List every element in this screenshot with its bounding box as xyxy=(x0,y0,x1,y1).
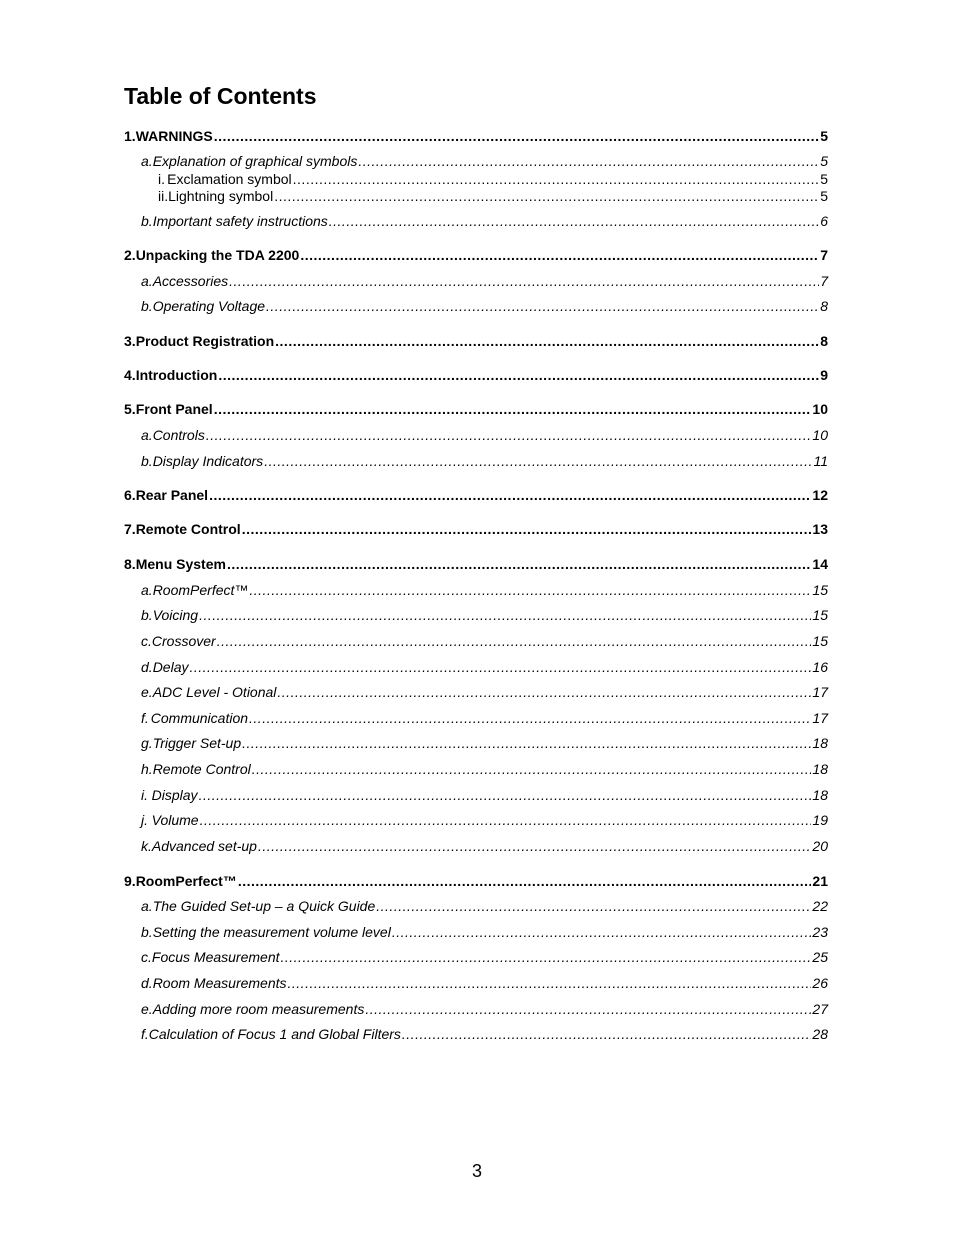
toc-entry-number: ii. xyxy=(158,188,169,204)
toc-entry-page: 20 xyxy=(812,838,828,854)
toc-entry-page: 15 xyxy=(812,582,828,598)
toc-entry-label: Accessories xyxy=(152,273,229,289)
toc-entry[interactable] xyxy=(141,897,828,915)
dot-leader xyxy=(200,811,812,829)
toc-entry-page: 25 xyxy=(812,949,828,965)
toc-entry-page: 18 xyxy=(812,787,828,803)
toc-entry-label: Volume xyxy=(151,812,199,828)
toc-entry-label: Setting the measurement volume level xyxy=(152,924,391,940)
toc-entry-label: Important safety instructions xyxy=(152,213,328,229)
toc-entry-number: b. xyxy=(141,298,153,314)
toc-entry-number: b. xyxy=(141,607,153,623)
toc-entry-number: e. xyxy=(141,684,153,700)
dot-leader xyxy=(209,486,811,504)
toc-entry-label: Exclamation symbol xyxy=(167,171,292,187)
toc-entry-label: ADC Level - Otional xyxy=(152,684,277,700)
dot-leader xyxy=(402,1025,812,1043)
toc-entry-page: 27 xyxy=(812,1001,828,1017)
toc-entry-number: i. xyxy=(141,787,148,803)
toc-entry[interactable] xyxy=(141,1025,828,1043)
toc-entry-page: 8 xyxy=(820,333,828,349)
toc-entry[interactable] xyxy=(124,127,828,145)
toc-entry-label: Trigger Set-up xyxy=(152,735,242,751)
toc-entry[interactable] xyxy=(124,555,828,573)
toc-entry[interactable] xyxy=(141,974,828,992)
toc-entry[interactable] xyxy=(141,683,828,701)
toc-entry-label: Focus Measurement xyxy=(151,949,280,965)
toc-entry-page: 11 xyxy=(813,453,828,469)
toc-entry-number: j. xyxy=(141,812,148,828)
toc-entry-page: 6 xyxy=(820,213,828,229)
dot-leader xyxy=(214,400,812,418)
toc-entry-page: 21 xyxy=(812,873,828,889)
toc-entry-page: 13 xyxy=(812,521,828,537)
dot-leader xyxy=(229,272,819,290)
toc-entry-number: 1. xyxy=(124,128,136,144)
dot-leader xyxy=(275,332,819,350)
dot-leader xyxy=(329,212,819,230)
toc-entry-label: Rear Panel xyxy=(135,487,209,503)
dot-leader xyxy=(214,127,820,145)
toc-entry-label: Room Measurements xyxy=(152,975,287,991)
toc-entry[interactable] xyxy=(124,246,828,264)
dot-leader xyxy=(189,658,811,676)
toc-entry[interactable] xyxy=(141,760,828,778)
page-number: 3 xyxy=(471,1161,482,1181)
dot-leader xyxy=(218,366,819,384)
toc-entry-label: WARNINGS xyxy=(135,128,213,144)
dot-leader xyxy=(242,734,811,752)
toc-entry[interactable] xyxy=(141,709,828,727)
toc-entry-page: 14 xyxy=(812,556,828,572)
toc-entry-label: The Guided Set-up – a Quick Guide xyxy=(152,898,376,914)
toc-entry-page: 10 xyxy=(812,401,828,417)
toc-entry-page: 19 xyxy=(812,812,828,828)
toc-entry-number: 8. xyxy=(124,556,136,572)
toc-entry-page: 5 xyxy=(820,188,828,204)
dot-leader xyxy=(274,187,819,205)
dot-leader xyxy=(258,837,811,855)
dot-leader xyxy=(264,452,812,470)
toc-entry[interactable] xyxy=(141,152,828,170)
toc-entry[interactable] xyxy=(124,520,828,538)
toc-entry-label: Lightning symbol xyxy=(168,188,274,204)
toc-entry-label: Adding more room measurements xyxy=(152,1001,365,1017)
toc-entry-label: Communication xyxy=(150,710,249,726)
dot-leader xyxy=(281,948,812,966)
toc-entry-number: f. xyxy=(141,710,149,726)
toc-entry-page: 17 xyxy=(812,684,828,700)
toc-entry-number: d. xyxy=(141,659,153,675)
toc-entry-number: 6. xyxy=(124,487,136,503)
toc-entry-page: 15 xyxy=(812,633,828,649)
toc-entry-label: Calculation of Focus 1 and Global Filters xyxy=(148,1026,401,1042)
toc-entry-label: Introduction xyxy=(135,367,218,383)
toc-entry-page: 16 xyxy=(812,659,828,675)
dot-leader xyxy=(252,760,812,778)
toc-entry-label: Menu System xyxy=(135,556,226,572)
toc-entry-label: Front Panel xyxy=(135,401,213,417)
toc-entry-page: 26 xyxy=(812,975,828,991)
toc-entry-number: k. xyxy=(141,838,152,854)
dot-leader xyxy=(199,606,811,624)
toc-entry[interactable] xyxy=(141,786,828,804)
toc-entry-page: 8 xyxy=(820,298,828,314)
toc-entry-number: 5. xyxy=(124,401,136,417)
dot-leader xyxy=(288,974,812,992)
dot-leader xyxy=(199,786,812,804)
page-title: Table of Contents xyxy=(124,83,317,109)
toc-entry-label: Display xyxy=(151,787,198,803)
toc-entry-number: d. xyxy=(141,975,153,991)
dot-leader xyxy=(206,426,812,444)
dot-leader xyxy=(249,709,811,727)
dot-leader xyxy=(266,297,819,315)
dot-leader xyxy=(238,872,812,890)
toc-entry[interactable] xyxy=(158,170,828,188)
toc-entry-number: b. xyxy=(141,453,153,469)
toc-entry-page: 23 xyxy=(812,924,828,940)
toc-entry-label: Delay xyxy=(152,659,189,675)
toc-entry-number: 2. xyxy=(124,247,136,263)
dot-leader xyxy=(242,520,812,538)
toc-entry[interactable] xyxy=(141,658,828,676)
dot-leader xyxy=(358,152,819,170)
toc-entry-number: 7. xyxy=(124,521,136,537)
toc-entry-page: 18 xyxy=(812,735,828,751)
toc-entry[interactable] xyxy=(141,606,828,624)
toc-entry-number: 3. xyxy=(124,333,136,349)
toc-entry-number: g. xyxy=(141,735,153,751)
toc-entry-page: 7 xyxy=(820,247,828,263)
toc-entry[interactable] xyxy=(141,297,828,315)
toc-entry-page: 18 xyxy=(812,761,828,777)
toc-entry[interactable] xyxy=(141,212,828,230)
toc-entry-page: 10 xyxy=(812,427,828,443)
toc-entry-label: Voicing xyxy=(152,607,199,623)
toc-entry-number: c. xyxy=(141,949,152,965)
toc-entry-page: 5 xyxy=(820,153,828,169)
toc-entry-label: Advanced set-up xyxy=(151,838,257,854)
dot-leader xyxy=(376,897,811,915)
toc-entry-number: c. xyxy=(141,633,152,649)
toc-entry-label: Display Indicators xyxy=(152,453,264,469)
toc-entry[interactable] xyxy=(124,332,828,350)
toc-entry-page: 9 xyxy=(820,367,828,383)
toc-entry-number: a. xyxy=(141,153,153,169)
toc-entry[interactable] xyxy=(141,948,828,966)
toc-entry-number: f. xyxy=(141,1026,149,1042)
toc-entry-number: h. xyxy=(141,761,153,777)
toc-entry[interactable] xyxy=(141,272,828,290)
toc-entry-label: Remote Control xyxy=(152,761,251,777)
toc-entry-page: 17 xyxy=(812,710,828,726)
toc-entry-label: RoomPerfect™ xyxy=(135,873,237,889)
toc-entry-number: a. xyxy=(141,273,153,289)
toc-entry-page: 5 xyxy=(820,171,828,187)
toc-entry-number: i. xyxy=(158,171,165,187)
toc-entry-number: 4. xyxy=(124,367,136,383)
toc-entry[interactable] xyxy=(141,452,828,470)
toc-entry[interactable] xyxy=(124,366,828,384)
toc-entry[interactable] xyxy=(141,811,828,829)
toc-entry-number: b. xyxy=(141,924,153,940)
dot-leader xyxy=(217,632,812,650)
toc-entry[interactable] xyxy=(141,1000,828,1018)
toc-entry-number: a. xyxy=(141,427,153,443)
toc-entry[interactable] xyxy=(141,581,828,599)
toc-entry-number: a. xyxy=(141,582,153,598)
toc-entry-label: Crossover xyxy=(151,633,216,649)
toc-entry-label: Product Registration xyxy=(135,333,275,349)
toc-entry-number: b. xyxy=(141,213,153,229)
toc-entry-page: 28 xyxy=(812,1026,828,1042)
dot-leader xyxy=(227,555,811,573)
toc-entry-label: Unpacking the TDA 2200 xyxy=(135,247,300,263)
dot-leader xyxy=(392,923,812,941)
dot-leader xyxy=(277,683,811,701)
toc-entry-number: 9. xyxy=(124,873,136,889)
toc-entry-page: 5 xyxy=(820,128,828,144)
toc-entry[interactable] xyxy=(141,632,828,650)
toc-entry-label: Operating Voltage xyxy=(152,298,266,314)
toc-entry-label: RoomPerfect™ xyxy=(152,582,249,598)
toc-entry-label: Controls xyxy=(152,427,205,443)
toc-entry-page: 12 xyxy=(812,487,828,503)
dot-leader xyxy=(249,581,811,599)
toc-entry[interactable] xyxy=(124,486,828,504)
toc-entry-page: 22 xyxy=(812,898,828,914)
toc-entry[interactable] xyxy=(141,923,828,941)
toc-entry-page: 15 xyxy=(812,607,828,623)
toc-entry-number: a. xyxy=(141,898,153,914)
toc-entry[interactable] xyxy=(158,187,828,205)
toc-entry[interactable] xyxy=(124,400,828,418)
toc-entry-label: Explanation of graphical symbols xyxy=(152,153,358,169)
toc-entry[interactable] xyxy=(141,837,828,855)
toc-entry-number: e. xyxy=(141,1001,153,1017)
toc-entry[interactable] xyxy=(124,872,828,890)
toc-entry-label: Remote Control xyxy=(135,521,241,537)
dot-leader xyxy=(300,246,819,264)
dot-leader xyxy=(365,1000,811,1018)
toc-entry-page: 7 xyxy=(820,273,828,289)
dot-leader xyxy=(293,170,820,188)
toc-entry[interactable] xyxy=(141,734,828,752)
toc-entry[interactable] xyxy=(141,426,828,444)
